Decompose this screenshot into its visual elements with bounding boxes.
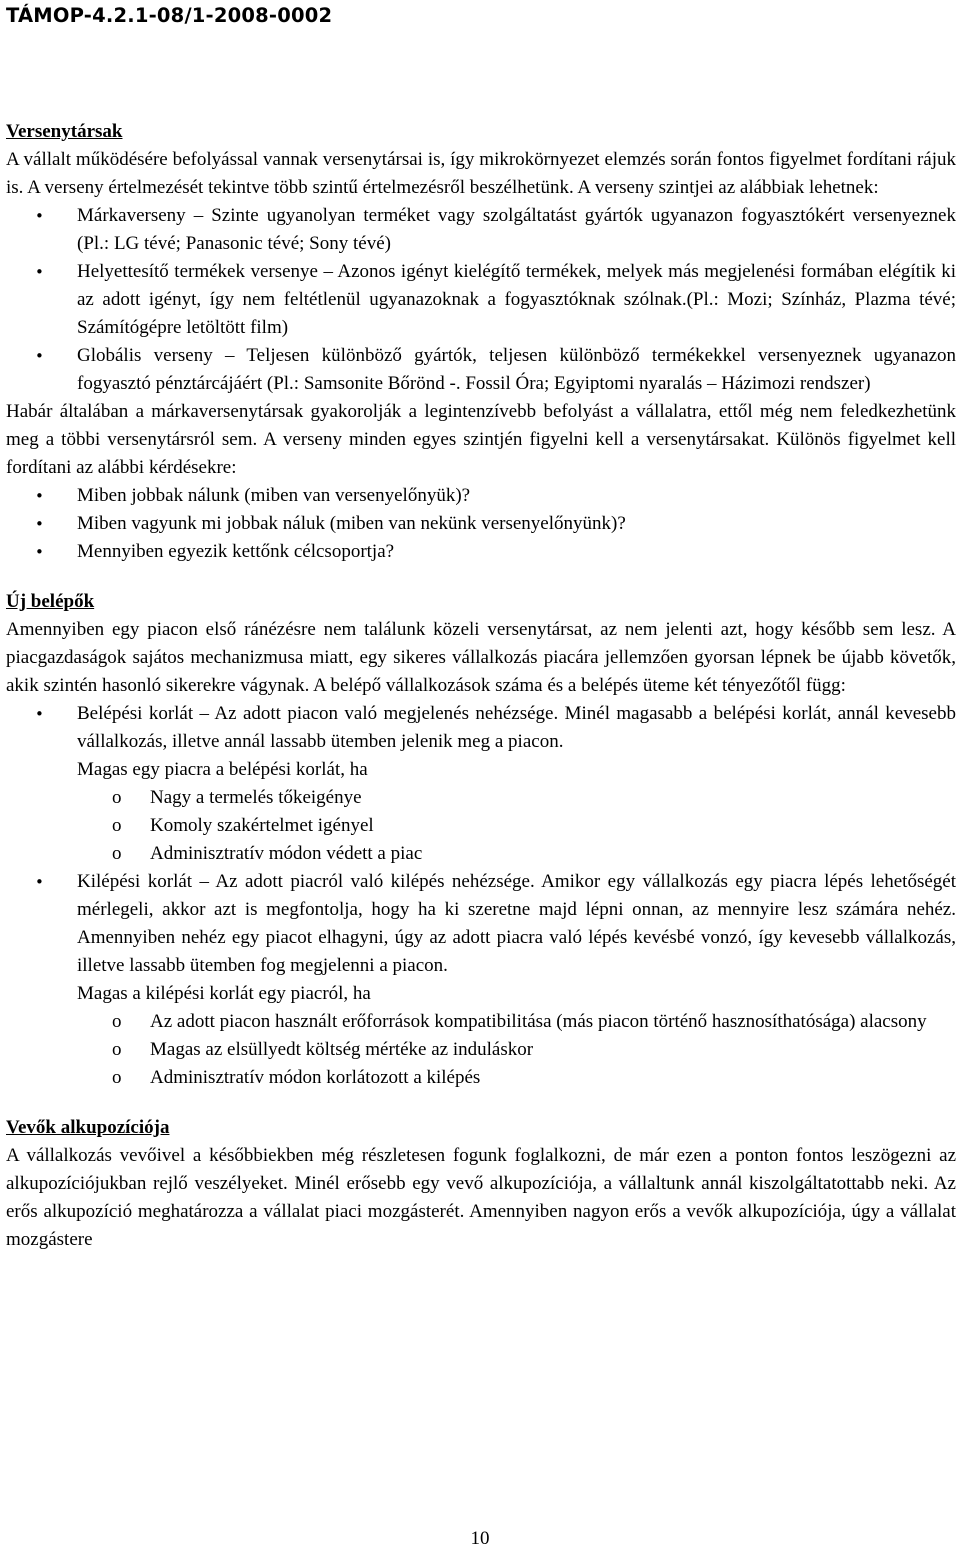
bullet-list-barriers xyxy=(6,700,956,756)
document-header: TÁMOP-4.2.1-08/1-2008-0002 xyxy=(6,4,333,27)
paragraph: A vállalkozás vevőivel a későbbiekben még részletesen fogunk foglalkozni, de már ezen a ponton fontos leszögezni az alkupozíciójukban rejlő veszélyeket. Minél erősebb egy vevő alkupozíciója, a vállaltunk annál kiszolgáltatottabb neki. Az erős alkupozíció meghatározza a vállalat piaci mozgásterét. Amennyiben nagyon erős a vevők alkupozíciója, úgy a vállalat mozgástere xyxy=(6,1145,956,1250)
sub-heading: Magas egy piacra a belépési korlát, ha xyxy=(77,759,368,780)
page-number: 10 xyxy=(470,1528,490,1549)
document-body xyxy=(6,118,956,1254)
heading-uj-belepok: Új belépők xyxy=(6,591,95,612)
list-item: o Magas az elsüllyedt költség mértéke az induláskor xyxy=(6,1036,956,1064)
list-item: o Adminisztratív módon védett a piac xyxy=(6,840,956,868)
list-item xyxy=(6,700,956,756)
list-item: • Helyettesítő termékek versenye – Azonos igényt kielégítő termékek, melyek más megjelenési formában elégítik ki az adott igényt, így nem feltétlenül ugyanazoknak a fogyasztóknak szólnak.(Pl.: Mozi; Színház, Plazma tévé; Számítógépre letöltött film) xyxy=(6,258,956,342)
list-item: o Adminisztratív módon korlátozott a kilépés xyxy=(6,1064,956,1092)
sub-heading: Magas a kilépési korlát egy piacról, ha xyxy=(77,983,371,1004)
list-item: • Kilépési korlát – Az adott piacról való kilépés nehézsége. Amikor egy vállalkozás egy piacra lépés lehetőségét mérlegeli, akkor azt is megfontolja, hogy ha ki szeretne majd lépni onnan, az mennyire lesz számára nehéz. Amennyiben nehéz egy piacot elhagyni, úgy az adott piacra való lépés kevésbé vonzó, így kevesebb vállalkozás, illetve lassabb ütemben fog megjelenni a piacon. xyxy=(6,868,956,980)
bullet-list-questions xyxy=(6,482,956,566)
list-item-text: Belépési korlát – Az adott piacon való megjelenés nehézsége. Minél magasabb a belépési korlát, annál kevesebb vállalkozás, illetve annál lassabb ütemben jelenik meg a piacon. xyxy=(77,703,956,752)
heading-versenytarsak: Versenytársak xyxy=(6,121,123,142)
list-item: • Miben jobbak nálunk (miben van versenyelőnyük)? xyxy=(6,482,956,510)
list-item: • Márkaverseny – Szinte ugyanolyan terméket vagy szolgáltatást gyártók ugyanazon fogyasztókért versenyeznek (Pl.: LG tévé; Panasonic tévé; Sony tévé) xyxy=(6,202,956,258)
paragraph: Amennyiben egy piacon első ránézésre nem találunk közeli versenytársat, az nem jelenti azt, hogy később sem lesz. A piacgazdaságok sajátos mechanizmusa miatt, egy sikeres vállalkozás piacára jellemzően gyorsan lépnek be újabb követők, akik szintén hasonló sikerekre vágynak. A belépő vállalkozások száma és a belépés üteme két tényezőtől függ: xyxy=(6,619,956,696)
list-item: o Komoly szakértelmet igényel xyxy=(6,812,956,840)
list-item: • Globális verseny – Teljesen különböző gyártók, teljesen különböző termékekkel versenyeznek ugyanazon fogyasztó pénztárcájáért (Pl.: Samsonite Bőrönd -. Fossil Óra; Egyiptomi nyaralás – Házimozi rendszer) xyxy=(6,342,956,398)
sub-list-exit-barriers xyxy=(6,1008,956,1092)
list-item: o Nagy a termelés tőkeigénye xyxy=(6,784,956,812)
list-item: • Mennyiben egyezik kettőnk célcsoportja? xyxy=(6,538,956,566)
bullet-list-barriers-exit xyxy=(6,868,956,980)
sub-list-entry-barriers xyxy=(6,784,956,868)
list-item: • Miben vagyunk mi jobbak náluk (miben van nekünk versenyelőnyünk)? xyxy=(6,510,956,538)
bullet-list-competition-levels xyxy=(6,202,956,398)
list-item: o Az adott piacon használt erőforrások kompatibilitása (más piacon történő hasznosíthatósága) alacsony xyxy=(6,1008,956,1036)
paragraph: A vállalt működésére befolyással vannak versenytársai is, így mikrokörnyezet elemzés során fontos figyelmet fordítani rájuk is. A verseny értelmezését tekintve több szintű értelmezésről beszélhetünk. A verseny szintjei az alábbiak lehetnek: xyxy=(6,149,956,198)
heading-vevok-alkupozicioja: Vevők alkupozíciója xyxy=(6,1117,170,1138)
paragraph: Habár általában a márkaversenytársak gyakorolják a legintenzívebb befolyást a vállalatra, ettől még nem feledkezhetünk meg a többi versenytársról sem. A verseny minden egyes szintjén figyelni kell a versenytársakat. Különös figyelmet kell fordítani az alábbi kérdésekre: xyxy=(6,401,956,478)
